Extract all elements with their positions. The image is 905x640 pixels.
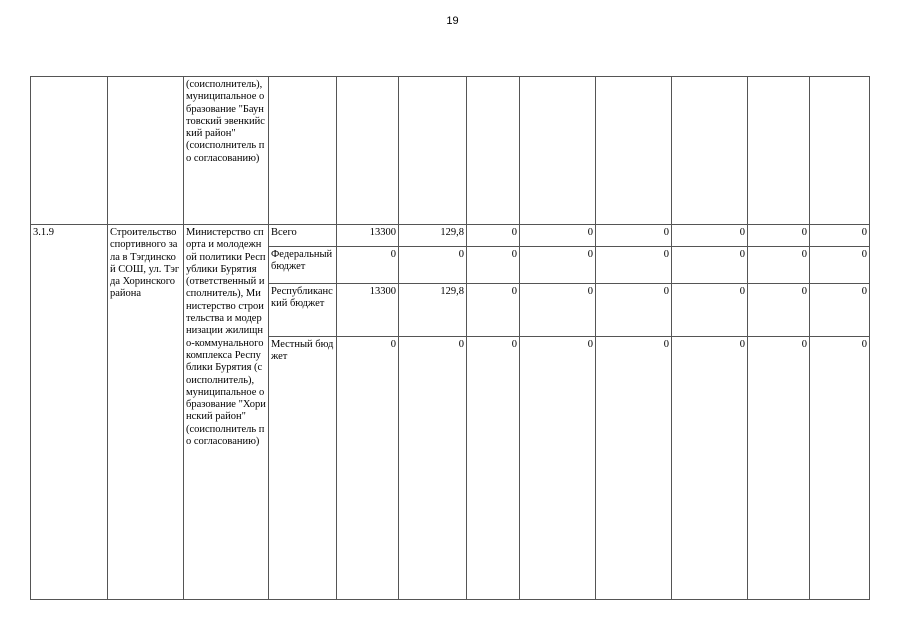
page-number: 19: [446, 15, 459, 27]
cell-empty: [748, 77, 810, 225]
cell-value: 0: [596, 247, 672, 284]
cell-empty: [269, 77, 337, 225]
cell-value: 0: [810, 247, 870, 284]
cell-value: 0: [810, 337, 870, 600]
cell-value: 0: [399, 247, 467, 284]
cell-value: 0: [596, 225, 672, 247]
cell-value: 129,8: [399, 284, 467, 337]
cell-code: 3.1.9: [31, 225, 108, 600]
cell-value: 0: [520, 225, 596, 247]
cell-value: 0: [748, 247, 810, 284]
cell-value: 0: [672, 225, 748, 247]
cell-executors: (соисполнитель), муниципальное образование "Баунтовский эвенкийский район" (соисполнитель по согласованию): [184, 77, 269, 225]
budget-table: [30, 76, 870, 600]
cell-value: 13300: [337, 284, 399, 337]
cell-value: 0: [596, 337, 672, 600]
cell-value: 0: [467, 284, 520, 337]
cell-empty: [672, 77, 748, 225]
cell-value: 0: [399, 337, 467, 600]
cell-value: 0: [467, 225, 520, 247]
cell-value: 129,8: [399, 225, 467, 247]
cell-value: 0: [748, 337, 810, 600]
cell-value: 0: [337, 247, 399, 284]
cell-source-label: Местный бюджет: [269, 337, 337, 600]
cell-value: 0: [520, 284, 596, 337]
cell-name: Строительство спортивного зала в Тэгдинской СОШ, ул. Тэгда Хоринского района: [108, 225, 184, 600]
cell-value: 0: [467, 337, 520, 600]
cell-value: 0: [596, 284, 672, 337]
cell-empty: [399, 77, 467, 225]
cell-value: 13300: [337, 225, 399, 247]
table-row-continuation: [31, 77, 870, 225]
cell-empty: [337, 77, 399, 225]
cell-empty: [520, 77, 596, 225]
cell-source-label: Федеральный бюджет: [269, 247, 337, 284]
cell-empty: [810, 77, 870, 225]
cell-value: 0: [748, 225, 810, 247]
cell-value: 0: [520, 337, 596, 600]
cell-value: 0: [672, 284, 748, 337]
cell-empty: [31, 77, 108, 225]
cell-value: 0: [672, 247, 748, 284]
cell-value: 0: [810, 284, 870, 337]
cell-source-label: Всего: [269, 225, 337, 247]
cell-empty: [596, 77, 672, 225]
table-row-source-total: [31, 225, 870, 247]
cell-value: 0: [337, 337, 399, 600]
cell-value: 0: [748, 284, 810, 337]
cell-executors: Министерство спорта и молодежной политики Республики Бурятия (ответственный исполнитель), Министерство строительства и модернизации жилищно-коммунального комплекса Республики Бурятия (соисполнитель), муниципальное образование "Хоринский район" (соисполнитель по согласованию): [184, 225, 269, 600]
cell-value: 0: [520, 247, 596, 284]
cell-empty: [467, 77, 520, 225]
cell-value: 0: [672, 337, 748, 600]
cell-value: 0: [810, 225, 870, 247]
cell-source-label: Республиканский бюджет: [269, 284, 337, 337]
cell-empty: [108, 77, 184, 225]
cell-value: 0: [467, 247, 520, 284]
